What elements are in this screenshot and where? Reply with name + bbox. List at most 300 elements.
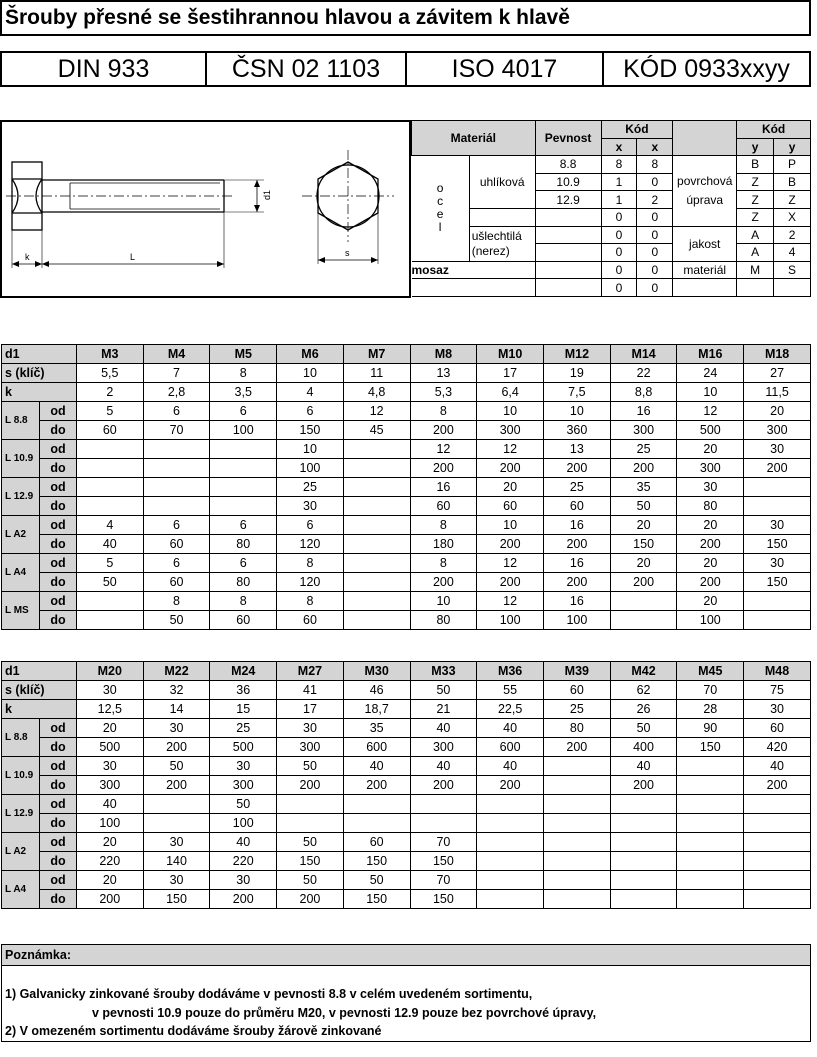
length-to: 120	[277, 535, 344, 554]
length-to: 600	[343, 738, 410, 757]
length-from: 10	[410, 592, 477, 611]
length-from: 70	[410, 833, 477, 852]
dimension-table-1	[1, 344, 811, 630]
norm-code: KÓD 0933xxyy	[623, 55, 790, 83]
length-to: 200	[143, 776, 210, 795]
length-from: 20	[76, 719, 143, 738]
length-to	[477, 814, 544, 833]
length-to: 60	[410, 497, 477, 516]
length-to: 70	[143, 421, 210, 440]
length-to	[677, 890, 744, 909]
length-from	[477, 871, 544, 890]
length-from: 12	[477, 554, 544, 573]
length-from	[477, 795, 544, 814]
length-from: 8	[277, 592, 344, 611]
od-label: od	[39, 554, 76, 573]
length-to: 200	[143, 738, 210, 757]
length-to: 60	[277, 611, 344, 630]
size-header: M48	[744, 662, 811, 681]
length-group-label: L A4	[2, 871, 40, 909]
length-from: 8	[410, 554, 477, 573]
length-from	[543, 795, 610, 814]
dim-l-label: L	[130, 252, 136, 262]
length-from	[210, 478, 277, 497]
length-from	[610, 795, 677, 814]
length-to: 300	[210, 776, 277, 795]
length-to: 200	[543, 738, 610, 757]
length-to: 150	[610, 535, 677, 554]
material-header: Materiál	[412, 121, 536, 156]
length-to: 80	[677, 497, 744, 516]
length-from	[76, 478, 143, 497]
k-value: 4,8	[343, 383, 410, 402]
s-value: 22	[610, 364, 677, 383]
s-value: 36	[210, 681, 277, 700]
length-to: 300	[477, 421, 544, 440]
length-from: 20	[610, 516, 677, 535]
dim-k-label: k	[25, 252, 30, 262]
length-from: 50	[210, 795, 277, 814]
length-from: 40	[343, 757, 410, 776]
length-from: 16	[544, 592, 611, 611]
length-to: 200	[410, 459, 477, 478]
length-from: 70	[410, 871, 477, 890]
length-to: 200	[744, 776, 811, 795]
code-table: Materiál Pevnost Kód Kód x x y y o c e l uhlíková 8.8 8 8 povrchová úprava B P 10.9 1 0 Z B 12.9 1 2 Z Z 0 0 Z X ušlechtilá (nerez) 0 0 jakost A 2 0 0 A 4 mosaz 0 0 materiál M S 0 0	[411, 120, 811, 297]
length-to: 100	[477, 611, 544, 630]
size-header: M20	[76, 662, 143, 681]
length-from: 12	[677, 402, 744, 421]
s-label: s (klíč)	[2, 681, 77, 700]
s-value: 8	[210, 364, 277, 383]
length-from: 50	[610, 719, 677, 738]
length-from	[210, 440, 277, 459]
k-value: 4	[277, 383, 344, 402]
od-label: od	[39, 757, 76, 776]
do-label: do	[39, 573, 76, 592]
length-to: 100	[277, 459, 344, 478]
length-from: 10	[477, 516, 544, 535]
od-label: od	[39, 440, 76, 459]
length-to	[477, 890, 544, 909]
length-from: 6	[143, 402, 210, 421]
size-header: M7	[343, 345, 410, 364]
size-header: M4	[143, 345, 210, 364]
length-from: 5	[76, 554, 143, 573]
length-from	[543, 871, 610, 890]
length-to: 300	[76, 776, 143, 795]
length-from: 30	[210, 871, 277, 890]
length-from	[76, 592, 143, 611]
length-to	[744, 497, 811, 516]
strength-header: Pevnost	[535, 121, 601, 156]
length-from: 30	[143, 871, 210, 890]
s-value: 75	[744, 681, 811, 700]
length-from: 50	[277, 871, 344, 890]
length-to: 140	[143, 852, 210, 871]
length-from: 40	[477, 719, 544, 738]
length-from: 35	[610, 478, 677, 497]
length-to: 60	[143, 535, 210, 554]
length-from: 6	[210, 554, 277, 573]
length-from: 20	[677, 554, 744, 573]
d1-label: d1	[2, 345, 77, 364]
length-from: 16	[544, 516, 611, 535]
length-to	[610, 814, 677, 833]
do-label: do	[39, 459, 76, 478]
length-group-label: L 12.9	[2, 478, 40, 516]
length-to	[610, 852, 677, 871]
length-from: 16	[610, 402, 677, 421]
size-header: M8	[410, 345, 477, 364]
length-to: 180	[410, 535, 477, 554]
s-value: 62	[610, 681, 677, 700]
bolt-technical-drawing	[2, 122, 413, 300]
size-header: M27	[277, 662, 344, 681]
length-to	[76, 497, 143, 516]
do-label: do	[39, 776, 76, 795]
length-from	[744, 478, 811, 497]
length-from: 50	[343, 871, 410, 890]
s-value: 50	[410, 681, 477, 700]
length-from	[677, 833, 744, 852]
length-to: 150	[744, 535, 811, 554]
length-to: 500	[677, 421, 744, 440]
length-from: 12	[410, 440, 477, 459]
length-to: 60	[477, 497, 544, 516]
length-to: 150	[677, 738, 744, 757]
length-to: 300	[610, 421, 677, 440]
size-header: M36	[477, 662, 544, 681]
length-from: 40	[477, 757, 544, 776]
length-from	[610, 871, 677, 890]
length-from	[343, 516, 410, 535]
length-from: 20	[477, 478, 544, 497]
length-group-label: L A2	[2, 833, 40, 871]
length-from: 6	[143, 554, 210, 573]
length-to	[744, 611, 811, 630]
length-from: 30	[76, 757, 143, 776]
length-to: 300	[677, 459, 744, 478]
k-value: 22,5	[477, 700, 544, 719]
s-value: 7	[143, 364, 210, 383]
norm-din: DIN 933	[2, 53, 207, 85]
k-value: 25	[543, 700, 610, 719]
length-to	[343, 497, 410, 516]
length-to: 200	[477, 776, 544, 795]
length-to: 100	[76, 814, 143, 833]
length-from: 8	[410, 516, 477, 535]
od-label: od	[39, 592, 76, 611]
length-from: 40	[744, 757, 811, 776]
length-from: 80	[543, 719, 610, 738]
length-to	[543, 890, 610, 909]
do-label: do	[39, 852, 76, 871]
do-label: do	[39, 738, 76, 757]
length-to: 200	[610, 776, 677, 795]
length-from: 40	[410, 719, 477, 738]
length-to: 200	[477, 459, 544, 478]
length-from	[343, 554, 410, 573]
note-line-1: 1) Galvanicky zinkované šrouby dodáváme v pevnosti 8.8 v celém uvedeném sortimentu,	[5, 987, 533, 1001]
length-from	[343, 440, 410, 459]
length-to: 150	[277, 421, 344, 440]
length-from	[543, 757, 610, 776]
length-to	[343, 814, 410, 833]
length-from: 30	[744, 440, 811, 459]
length-to	[610, 890, 677, 909]
surface-label: povrchová úprava	[673, 156, 737, 226]
length-to: 600	[477, 738, 544, 757]
length-to	[210, 497, 277, 516]
k-value: 6,4	[477, 383, 544, 402]
length-from: 6	[210, 402, 277, 421]
length-to	[677, 814, 744, 833]
length-to: 200	[677, 573, 744, 592]
length-from: 20	[677, 440, 744, 459]
length-to: 150	[277, 852, 344, 871]
do-label: do	[39, 814, 76, 833]
notes-header: Poznámka:	[2, 945, 810, 966]
length-to: 300	[410, 738, 477, 757]
length-from: 90	[677, 719, 744, 738]
length-from	[143, 795, 210, 814]
k-value: 10	[677, 383, 744, 402]
length-to: 500	[76, 738, 143, 757]
length-from	[610, 833, 677, 852]
length-to: 60	[544, 497, 611, 516]
length-to: 150	[343, 852, 410, 871]
size-header: M3	[76, 345, 143, 364]
length-to	[143, 459, 210, 478]
length-to: 200	[410, 776, 477, 795]
norm-csn: ČSN 02 1103	[207, 53, 407, 85]
length-to: 50	[76, 573, 143, 592]
s-value: 41	[277, 681, 344, 700]
length-from	[410, 795, 477, 814]
size-header: M33	[410, 662, 477, 681]
length-to: 200	[744, 459, 811, 478]
length-from: 6	[210, 516, 277, 535]
length-to	[76, 611, 143, 630]
k-value: 2,8	[143, 383, 210, 402]
length-from: 8	[143, 592, 210, 611]
length-to	[477, 852, 544, 871]
brass-label: mosaz	[412, 261, 536, 279]
length-to: 120	[277, 573, 344, 592]
size-header: M42	[610, 662, 677, 681]
length-from	[543, 833, 610, 852]
length-from: 25	[544, 478, 611, 497]
length-group-label: L 10.9	[2, 757, 40, 795]
length-from: 40	[610, 757, 677, 776]
length-from: 25	[277, 478, 344, 497]
length-group-label: L 12.9	[2, 795, 40, 833]
length-to: 200	[544, 573, 611, 592]
length-to: 200	[477, 573, 544, 592]
size-header: M10	[477, 345, 544, 364]
length-to: 40	[76, 535, 143, 554]
length-to: 200	[210, 890, 277, 909]
size-header: M14	[610, 345, 677, 364]
length-from: 5	[76, 402, 143, 421]
stainless-label: ušlechtilá (nerez)	[469, 226, 535, 261]
length-to: 80	[410, 611, 477, 630]
length-from: 30	[744, 516, 811, 535]
length-group-label: L A2	[2, 516, 40, 554]
length-group-label: L 10.9	[2, 440, 40, 478]
length-to: 50	[610, 497, 677, 516]
s-value: 27	[744, 364, 811, 383]
length-to: 200	[677, 535, 744, 554]
d1-label: d1	[2, 662, 77, 681]
length-from: 25	[210, 719, 277, 738]
length-from: 8	[410, 402, 477, 421]
k-value: 8,8	[610, 383, 677, 402]
s-label: s (klíč)	[2, 364, 77, 383]
length-from: 4	[76, 516, 143, 535]
length-to: 200	[343, 776, 410, 795]
length-to	[410, 814, 477, 833]
length-to: 60	[210, 611, 277, 630]
length-to: 80	[210, 535, 277, 554]
length-from: 60	[744, 719, 811, 738]
length-to: 30	[277, 497, 344, 516]
length-to: 200	[544, 535, 611, 554]
length-to: 60	[76, 421, 143, 440]
length-from: 13	[544, 440, 611, 459]
length-to: 200	[76, 890, 143, 909]
do-label: do	[39, 890, 76, 909]
length-to	[343, 573, 410, 592]
dim-d1-label: d1	[262, 189, 272, 200]
length-to: 200	[410, 573, 477, 592]
size-header: M30	[343, 662, 410, 681]
length-to: 150	[410, 852, 477, 871]
k-value: 11,5	[744, 383, 811, 402]
steel-label: o c e l	[412, 156, 470, 262]
length-to: 100	[210, 421, 277, 440]
s-value: 30	[76, 681, 143, 700]
k-value: 2	[76, 383, 143, 402]
length-to: 45	[343, 421, 410, 440]
k-value: 28	[677, 700, 744, 719]
length-to: 50	[143, 611, 210, 630]
length-to	[143, 814, 210, 833]
length-to	[210, 459, 277, 478]
length-to: 300	[744, 421, 811, 440]
note-line-2: v pevnosti 10.9 pouze do průměru M20, v pevnosti 12.9 pouze bez povrchové úpravy,	[92, 1006, 597, 1020]
dimension-table-2	[1, 661, 811, 909]
k-value: 5,3	[410, 383, 477, 402]
size-header: M12	[544, 345, 611, 364]
length-from: 20	[76, 833, 143, 852]
k-label: k	[2, 700, 77, 719]
k-value: 12,5	[76, 700, 143, 719]
k-value: 17	[277, 700, 344, 719]
s-value: 17	[477, 364, 544, 383]
page-title: Šrouby přesné se šestihrannou hlavou a závitem k hlavě	[0, 0, 811, 36]
length-from: 25	[610, 440, 677, 459]
s-value: 70	[677, 681, 744, 700]
k-value: 15	[210, 700, 277, 719]
size-header: M45	[677, 662, 744, 681]
k-value: 7,5	[544, 383, 611, 402]
k-value: 26	[610, 700, 677, 719]
note-line-3: 2) V omezeném sortimentu dodáváme šrouby žárově zinkované	[5, 1024, 382, 1038]
od-label: od	[39, 478, 76, 497]
do-label: do	[39, 535, 76, 554]
s-value: 60	[543, 681, 610, 700]
size-header: M5	[210, 345, 277, 364]
length-group-label: L 8.8	[2, 719, 40, 757]
length-from: 30	[744, 554, 811, 573]
s-value: 55	[477, 681, 544, 700]
length-group-label: L 8.8	[2, 402, 40, 440]
s-value: 5,5	[76, 364, 143, 383]
length-from: 20	[677, 592, 744, 611]
carbon-steel-label: uhlíková	[469, 156, 535, 209]
length-to: 300	[277, 738, 344, 757]
s-value: 32	[143, 681, 210, 700]
length-to: 400	[610, 738, 677, 757]
length-to	[744, 852, 811, 871]
k-value: 30	[744, 700, 811, 719]
length-from: 20	[677, 516, 744, 535]
size-header: M6	[277, 345, 344, 364]
length-to: 60	[143, 573, 210, 592]
s-value: 19	[544, 364, 611, 383]
size-header: M22	[143, 662, 210, 681]
length-from: 30	[210, 757, 277, 776]
length-from: 12	[343, 402, 410, 421]
length-to	[143, 497, 210, 516]
length-to	[543, 776, 610, 795]
length-from: 30	[143, 719, 210, 738]
size-header: M16	[677, 345, 744, 364]
s-value: 46	[343, 681, 410, 700]
length-from: 30	[677, 478, 744, 497]
length-from	[744, 592, 811, 611]
norms-bar	[0, 51, 811, 87]
length-to: 200	[610, 459, 677, 478]
code-x-header: Kód	[601, 121, 673, 139]
length-from: 20	[76, 871, 143, 890]
length-to: 220	[210, 852, 277, 871]
length-from: 40	[210, 833, 277, 852]
s-value: 10	[277, 364, 344, 383]
length-from	[744, 871, 811, 890]
length-to: 200	[477, 535, 544, 554]
length-to: 100	[677, 611, 744, 630]
od-label: od	[39, 795, 76, 814]
material-code-label: materiál	[673, 261, 737, 279]
length-from	[477, 833, 544, 852]
length-from: 40	[410, 757, 477, 776]
length-to: 200	[277, 890, 344, 909]
length-from	[343, 592, 410, 611]
length-to	[677, 776, 744, 795]
od-label: od	[39, 833, 76, 852]
do-label: do	[39, 421, 76, 440]
length-to	[677, 852, 744, 871]
length-to: 150	[744, 573, 811, 592]
k-label: k	[2, 383, 77, 402]
length-from	[744, 833, 811, 852]
notes-box	[1, 944, 811, 1042]
length-group-label: L A4	[2, 554, 40, 592]
length-from: 16	[410, 478, 477, 497]
